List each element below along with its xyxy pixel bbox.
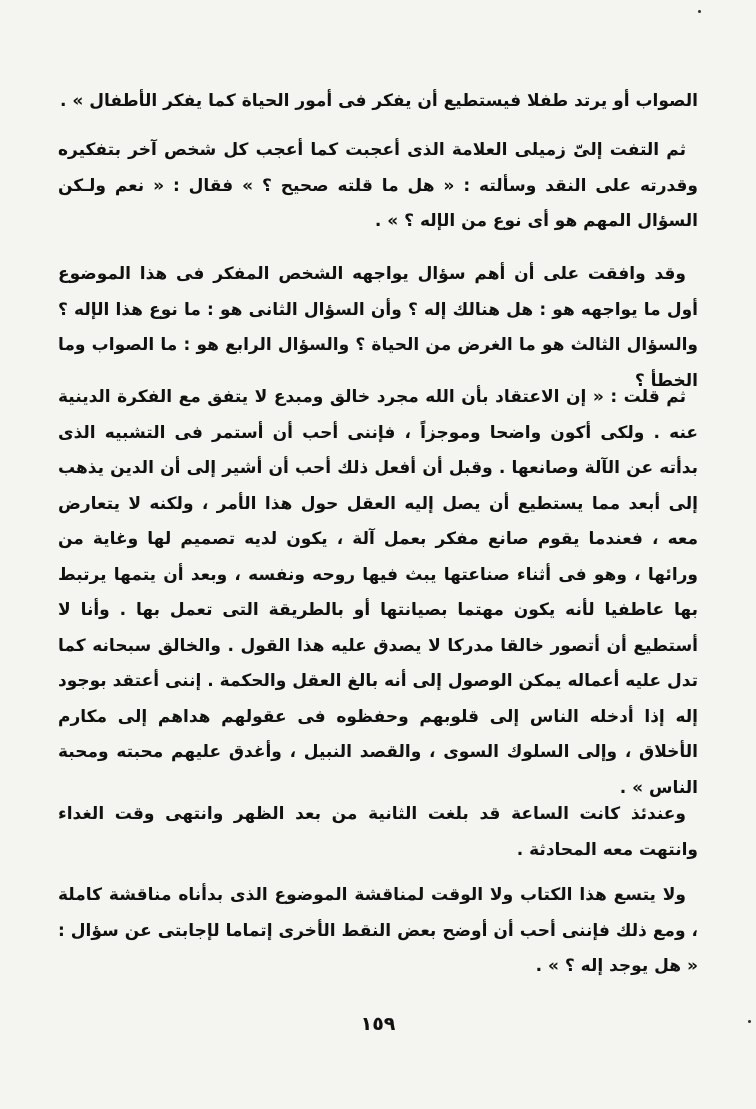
paragraph-colleague-question: ثم التفت إلىّ زميلى العلامة الذى أعجبت كما أعجب كل شخص آخر بتفكيره وقدرته على النقد وسألته : « هل ما قلته صحيح ؟ » فقال : « نعم ولـكن السؤال المهم هو أى نوع من الإله ؟ » . [58, 140, 698, 231]
paragraph-creator-argument: ثم قلت : « إن الاعتقاد بأن الله مجرد خالق ومبدع لا يتفق مع الفكرة الدينية عنه . ولكى أكون واضحا وموجزاً ، فإننى أحب أن أستمر فى التشبيه الذى بدأته عن الآلة وصانعها . وقبل أن أفعل ذلك أحب أن أشير إلى أن الدين يذهب إلى أبعد مما يستطيع أن يصل إليه العقل حول هذا الأمر ، ولكنه لا يتعارض معه ، فعندما يقوم صانع مفكر بعمل آلة ، يكون لديه تصميم لها وغاية من ورائها ، وهو فى أثناء صناعتها يبث فيها روحه ونفسه ، وبعد أن يتمها يرتبط بها عاطفيا لأنه يكون مهتما بصيانتها أو بالطريقة التى تعمل بها . وأنا لا أستطيع أن أتصور خالقا مدركا لا يصدق عليه هذا القول . والخالق سبحانه كما تدل عليه أعماله يمكن الوصول إلى أنه بالغ العقل والحكمة . إننى أعتقد بوجود إله إذا أدخله الناس إلى قلوبهم وحفظوه فى عقولهم هداهم إلى مكارم الأخلاق ، وإلى السلوك السوى ، والقصد النبيل ، وأغدق عليهم محبته ومحبة الناس » . [58, 387, 698, 798]
scan-speck [748, 1020, 751, 1023]
scan-speck [698, 10, 701, 13]
paragraph-four-questions: وقد وافقت على أن أهم سؤال يواجهه الشخص المفكر فى هذا الموضوع أول ما يواجهه هو : هل هنالك إله ؟ وأن السؤال الثانى هو : ما نوع هذا الإله ؟ والسؤال الثالث هو ما الغرض من الحياة ؟ والسؤال الرابع هو : ما الصواب وما الخطأ ؟ [58, 264, 698, 391]
paragraph-closing: ولا يتسع هذا الكتاب ولا الوقت لمناقشة الموضوع الذى بدأناه مناقشة كاملة ، ومع ذلك فإننى أحب أن أوضح بعض النقط الأخرى إتماما لإجابتى عن سؤال : « هل يوجد إله ؟ » . [58, 885, 698, 976]
page-number: ١٥٩ [360, 1013, 396, 1035]
paragraph-continuation: الصواب أو يرتد طفلا فيستطيع أن يفكر فى أمور الحياة كما يفكر الأطفال » . [59, 91, 698, 111]
paragraph-conversation-end: وعندئذ كانت الساعة قد بلغت الثانية من بعد الظهر وانتهى وقت الغداء وانتهت معه المحادثة . [58, 804, 698, 860]
